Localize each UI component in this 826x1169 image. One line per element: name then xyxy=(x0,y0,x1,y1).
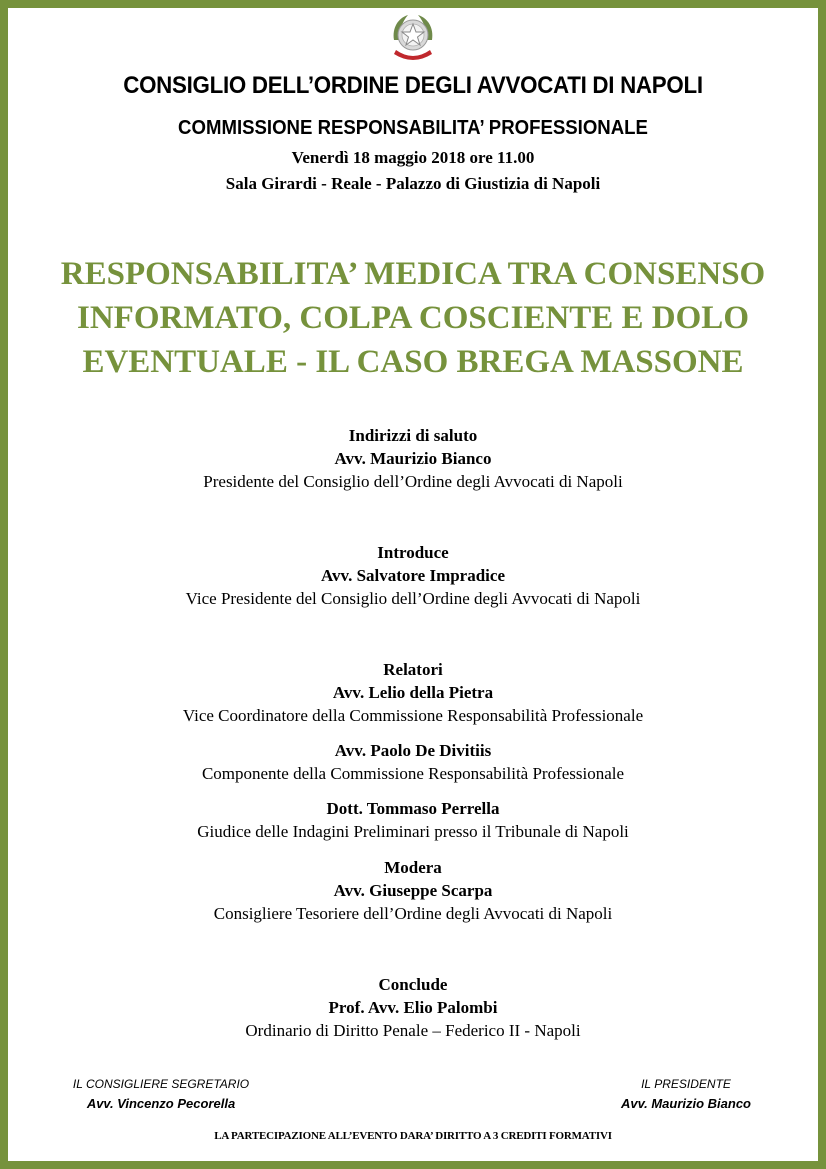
section-label: Conclude xyxy=(378,975,448,994)
title-line: INFORMATO, COLPA COSCIENTE E DOLO xyxy=(76,300,749,336)
speaker-name: Avv. Paolo De Divitiis xyxy=(334,741,492,760)
speaker-role: Giudice delle Indagini Preliminari presso il Tribunale di Napoli xyxy=(197,822,629,841)
speaker-name: Dott. Tommaso Perrella xyxy=(326,799,500,818)
event-date: Venerdì 18 maggio 2018 ore 11.00 xyxy=(291,148,535,167)
section-label: Indirizzi di saluto xyxy=(348,426,478,445)
credits-notice: LA PARTECIPAZIONE ALL’EVENTO DARA’ DIRITTO A 3 CREDITI FORMATIVI xyxy=(214,1130,612,1142)
signature-president xyxy=(596,1075,776,1113)
speaker-name: Avv. Lelio della Pietra xyxy=(332,683,494,702)
speaker-role: Presidente del Consiglio dell’Ordine degli Avvocati di Napoli xyxy=(203,472,623,491)
italian-republic-emblem-icon xyxy=(386,10,440,64)
speaker-entry xyxy=(0,739,826,785)
signature-name: Avv. Vincenzo Pecorella xyxy=(86,1096,236,1111)
title-line: RESPONSABILITA’ MEDICA TRA CONSENSO xyxy=(60,256,766,292)
section-label: Relatori xyxy=(383,660,443,679)
speaker-name: Avv. Maurizio Bianco xyxy=(334,449,492,468)
signature-title: IL CONSIGLIERE SEGRETARIO xyxy=(72,1077,250,1091)
speaker-role: Consigliere Tesoriere dell’Ordine degli Avvocati di Napoli xyxy=(213,904,613,923)
council-heading: CONSIGLIO DELL’ORDINE DEGLI AVVOCATI DI NAPOLI xyxy=(123,72,703,99)
speaker-name: Prof. Avv. Elio Palombi xyxy=(328,998,498,1017)
moderator-section xyxy=(0,856,826,925)
speaker-name: Avv. Salvatore Impradice xyxy=(321,566,505,585)
intro-section xyxy=(0,541,826,610)
event-venue: Sala Girardi - Reale - Palazzo di Giustizia di Napoli xyxy=(225,174,601,193)
speakers-section xyxy=(0,658,826,727)
signature-name: Avv. Maurizio Bianco xyxy=(620,1096,752,1111)
section-label: Modera xyxy=(384,858,442,877)
greetings-section xyxy=(0,424,826,493)
speaker-role: Vice Presidente del Consiglio dell’Ordine degli Avvocati di Napoli xyxy=(185,589,641,608)
speaker-role: Ordinario di Diritto Penale – Federico II - Napoli xyxy=(245,1021,581,1040)
section-label: Introduce xyxy=(377,543,449,562)
speaker-role: Componente della Commissione Responsabilità Professionale xyxy=(201,764,625,783)
event-title xyxy=(0,252,826,384)
speaker-entry xyxy=(0,797,826,843)
signature-title: IL PRESIDENTE xyxy=(641,1077,731,1091)
signature-secretary xyxy=(56,1075,266,1113)
commission-heading: COMMISSIONE RESPONSABILITA’ PROFESSIONALE xyxy=(178,117,648,139)
closing-section xyxy=(0,973,826,1042)
title-line: EVENTUALE - IL CASO BREGA MASSONE xyxy=(82,344,744,380)
speaker-role: Vice Coordinatore della Commissione Responsabilità Professionale xyxy=(182,706,644,725)
speaker-name: Avv. Giuseppe Scarpa xyxy=(333,881,493,900)
